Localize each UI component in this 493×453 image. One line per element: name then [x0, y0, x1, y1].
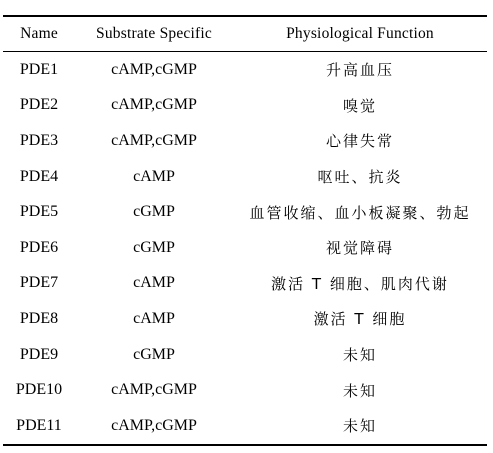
table-row — [3, 230, 487, 266]
table-row — [3, 194, 487, 230]
cell-name: PDE5 — [19, 203, 59, 221]
cell-function: 未知 — [342, 346, 377, 365]
cell-function: 视觉障碍 — [325, 239, 394, 258]
cell-name: PDE9 — [19, 345, 59, 363]
cell-substrate: cAMP,cGMP — [111, 60, 197, 78]
cell-name: PDE8 — [19, 309, 59, 327]
cell-substrate: cGMP — [133, 345, 175, 363]
cell-substrate: cGMP — [133, 238, 175, 256]
table-row — [3, 123, 487, 159]
header-substrate: Substrate Specific — [96, 25, 212, 42]
cell-substrate: cAMP — [133, 309, 175, 327]
cell-substrate: cGMP — [133, 203, 175, 221]
cell-function: 呕吐、抗炎 — [317, 168, 403, 187]
table-row — [3, 337, 487, 373]
cell-function: 心律失常 — [325, 132, 394, 151]
cell-name: PDE10 — [15, 381, 63, 399]
cell-substrate: cAMP — [133, 274, 175, 292]
pde-table — [3, 15, 487, 446]
cell-function: 升高血压 — [325, 61, 394, 80]
cell-substrate: cAMP,cGMP — [111, 96, 197, 114]
cell-name: PDE2 — [19, 96, 59, 114]
table-header — [3, 16, 487, 52]
cell-substrate: cAMP — [133, 167, 175, 185]
cell-function: 血管收缩、血小板凝聚、勃起 — [249, 203, 471, 222]
cell-name: PDE3 — [19, 131, 59, 149]
header-function: Physiological Function — [286, 25, 434, 42]
cell-function: 激活 T 细胞 — [313, 310, 407, 329]
cell-name: PDE7 — [19, 274, 59, 292]
cell-name: PDE11 — [16, 416, 62, 434]
cell-name: PDE6 — [19, 238, 59, 256]
table-row — [3, 372, 487, 408]
cell-function: 未知 — [342, 381, 377, 400]
cell-function: 激活 T 细胞、肌肉代谢 — [271, 274, 449, 293]
table-row — [3, 266, 487, 302]
cell-function: 未知 — [342, 417, 377, 436]
header-row — [3, 16, 487, 52]
table-row — [3, 301, 487, 337]
cell-substrate: cAMP,cGMP — [111, 131, 197, 149]
table-row — [3, 408, 487, 445]
cell-substrate: cAMP,cGMP — [111, 416, 197, 434]
header-name: Name — [20, 25, 58, 42]
table-row — [3, 159, 487, 195]
cell-function: 嗅觉 — [342, 96, 377, 115]
table-row — [3, 88, 487, 124]
cell-substrate: cAMP,cGMP — [111, 381, 197, 399]
pde-table-container — [3, 15, 487, 446]
table-body — [3, 52, 487, 445]
table-row — [3, 52, 487, 88]
cell-name: PDE1 — [19, 60, 59, 78]
cell-name: PDE4 — [19, 167, 59, 185]
